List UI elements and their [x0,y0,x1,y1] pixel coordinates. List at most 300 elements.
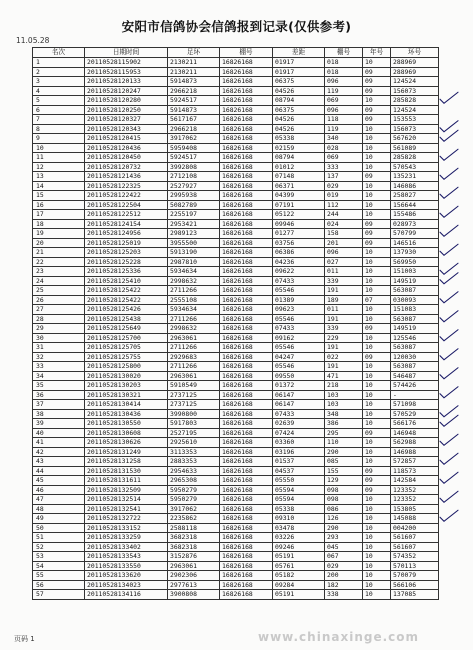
cell-rank: 56 [33,580,85,590]
cell-gap: 09622 [273,267,325,277]
cell-rank: 31 [33,343,85,353]
cell-loft: 16826168 [220,324,273,334]
table-row [33,305,439,315]
cell-loft-no: 155 [325,466,363,476]
cell-year: 10 [363,552,391,562]
cell-year: 10 [363,457,391,467]
cell-ring-no: 155486 [391,210,439,220]
cell-ring: 2953421 [168,219,220,229]
cell-ring: 5082789 [168,200,220,210]
cell-gap: 07424 [273,428,325,438]
cell-gap: 03226 [273,533,325,543]
cell-ring: 5917803 [168,419,220,429]
cell-loft-no: 201 [325,238,363,248]
cell-gap: 07433 [273,324,325,334]
cell-ring: 3917062 [168,134,220,144]
cell-loft: 16826168 [220,276,273,286]
cell-rank: 20 [33,238,85,248]
cell-datetime: 20110528120250 [85,105,168,115]
cell-gap: 09623 [273,305,325,315]
cell-year: 10 [363,447,391,457]
cell-datetime: 20110528120732 [85,162,168,172]
table-row [33,495,439,505]
cell-ring-no: 571098 [391,400,439,410]
cell-loft: 16826168 [220,438,273,448]
cell-ring-no: 156644 [391,200,439,210]
cell-loft-no: 096 [325,248,363,258]
cell-ring: 3113353 [168,447,220,457]
cell-loft: 16826168 [220,96,273,106]
cell-datetime: 20110528131258 [85,457,168,467]
cell-loft-no: 110 [325,438,363,448]
cell-year: 10 [363,514,391,524]
check-mark [440,273,458,284]
cell-rank: 44 [33,466,85,476]
cell-ring-no: 118573 [391,466,439,476]
header-ring: 足环 [168,48,220,58]
table-row [33,58,439,68]
cell-gap: 09550 [273,371,325,381]
document-title: 安阳市信鸽协会信鸽报到记录(仅供参考) [121,19,352,34]
cell-loft-no: 029 [325,181,363,191]
document-date: 11.05.28 [16,36,50,45]
cell-year: 10 [363,343,391,353]
table-row [33,466,439,476]
cell-loft-no: 348 [325,409,363,419]
cell-loft: 16826168 [220,533,273,543]
cell-datetime: 20110528133543 [85,552,168,562]
cell-ring: 2883353 [168,457,220,467]
cell-year: 10 [363,362,391,372]
table-row [33,533,439,543]
cell-gap: 06371 [273,181,325,191]
cell-datetime: 20110528125649 [85,324,168,334]
table-row [33,476,439,486]
cell-ring: 2711266 [168,343,220,353]
table-row [33,552,439,562]
cell-loft: 16826168 [220,457,273,467]
cell-gap: 07433 [273,409,325,419]
cell-gap: 01277 [273,229,325,239]
cell-ring: 2965308 [168,476,220,486]
check-mark [440,311,458,322]
table-row [33,381,439,391]
cell-loft: 16826168 [220,476,273,486]
cell-gap: 06147 [273,400,325,410]
cell-loft: 16826168 [220,305,273,315]
cell-loft-no: 096 [325,77,363,87]
cell-ring: 2711266 [168,362,220,372]
cell-loft: 16826168 [220,143,273,153]
cell-year: 09 [363,77,391,87]
cell-loft: 16826168 [220,590,273,600]
cell-loft-no: 024 [325,219,363,229]
cell-ring-no: 570799 [391,229,439,239]
cell-loft-no: 338 [325,590,363,600]
cell-gap: 03196 [273,447,325,457]
cell-ring: 2527927 [168,181,220,191]
cell-loft-no: 119 [325,86,363,96]
table-row [33,419,439,429]
cell-loft: 16826168 [220,523,273,533]
cell-year: 10 [363,257,391,267]
cell-gap: 03478 [273,523,325,533]
check-mark [440,453,458,464]
cell-datetime: 20110528115953 [85,67,168,77]
cell-loft: 16826168 [220,314,273,324]
check-mark [440,92,458,103]
cell-ring-no: 288969 [391,67,439,77]
cell-datetime: 20110528134116 [85,590,168,600]
cell-year: 10 [363,210,391,220]
check-mark [440,263,458,274]
cell-year: 10 [363,124,391,134]
cell-ring: 2963061 [168,371,220,381]
cell-year: 09 [363,324,391,334]
cell-year: 10 [363,200,391,210]
cell-loft: 16826168 [220,286,273,296]
cell-year: 10 [363,181,391,191]
cell-datetime: 20110528120133 [85,77,168,87]
cell-ring-no: 120030 [391,352,439,362]
cell-year: 10 [363,590,391,600]
cell-datetime: 20110528120343 [85,124,168,134]
cell-ring: 5959408 [168,143,220,153]
cell-rank: 55 [33,571,85,581]
table-row [33,229,439,239]
cell-loft: 16826168 [220,229,273,239]
cell-year: 09 [363,485,391,495]
cell-year: 10 [363,495,391,505]
cell-ring: 2588118 [168,523,220,533]
cell-gap: 01389 [273,295,325,305]
cell-ring: 3917062 [168,504,220,514]
cell-ring: 2998632 [168,276,220,286]
cell-year: 10 [363,96,391,106]
cell-ring-no: 156073 [391,86,439,96]
table-row [33,485,439,495]
cell-loft-no: 069 [325,153,363,163]
cell-rank: 35 [33,381,85,391]
cell-rank: 51 [33,533,85,543]
cell-datetime: 20110528130550 [85,419,168,429]
cell-loft-no: 158 [325,229,363,239]
cell-ring: 5924517 [168,96,220,106]
cell-ring-no: 258027 [391,191,439,201]
table-row [33,438,439,448]
cell-ring: 2963061 [168,333,220,343]
cell-rank: 49 [33,514,85,524]
cell-gap: 09284 [273,580,325,590]
watermark: www.chinaxinge.com [258,630,420,644]
cell-ring: 5950279 [168,485,220,495]
table-row [33,143,439,153]
cell-rank: 1 [33,58,85,68]
cell-loft: 16826168 [220,333,273,343]
table-row [33,333,439,343]
cell-rank: 47 [33,495,85,505]
cell-loft: 16826168 [220,343,273,353]
cell-loft-no: 011 [325,305,363,315]
cell-year: 10 [363,400,391,410]
cell-loft: 16826168 [220,153,273,163]
cell-rank: 7 [33,115,85,125]
cell-ring-no: 124524 [391,77,439,87]
cell-rank: 45 [33,476,85,486]
cell-ring-no: 570113 [391,561,439,571]
check-mark [440,149,458,160]
cell-gap: 03360 [273,438,325,448]
cell-datetime: 20110528131611 [85,476,168,486]
cell-rank: 2 [33,67,85,77]
cell-rank: 19 [33,229,85,239]
table-row [33,580,439,590]
cell-ring: 2130211 [168,58,220,68]
cell-loft: 16826168 [220,362,273,372]
cell-datetime: 20110528125800 [85,362,168,372]
cell-year: 10 [363,542,391,552]
cell-ring: 5913190 [168,248,220,258]
table-row [33,542,439,552]
check-mark [440,206,458,217]
cell-loft-no: 119 [325,124,363,134]
table-row [33,67,439,77]
table-row [33,181,439,191]
cell-ring: 2954633 [168,466,220,476]
cell-datetime: 20110528122422 [85,191,168,201]
check-mark [440,330,458,341]
table-row [33,362,439,372]
cell-rank: 34 [33,371,85,381]
cell-datetime: 20110528133259 [85,533,168,543]
arrival-record-table [32,47,439,600]
cell-rank: 29 [33,324,85,334]
cell-datetime: 20110528125438 [85,314,168,324]
cell-ring: 5617167 [168,115,220,125]
cell-ring-no: 570543 [391,162,439,172]
cell-year: 10 [363,419,391,429]
cell-datetime: 20110528125705 [85,343,168,353]
cell-datetime: 20110528115902 [85,58,168,68]
cell-loft-no: 103 [325,400,363,410]
cell-datetime: 20110528130020 [85,371,168,381]
cell-loft-no: 022 [325,352,363,362]
table-row [33,314,439,324]
cell-gap: 03756 [273,238,325,248]
cell-ring-no: 124524 [391,105,439,115]
cell-datetime: 20110528125700 [85,333,168,343]
cell-datetime: 20110528120436 [85,143,168,153]
table-row [33,200,439,210]
cell-ring-no: 146086 [391,181,439,191]
cell-loft: 16826168 [220,172,273,182]
table-row [33,134,439,144]
cell-ring-no: 566176 [391,419,439,429]
cell-gap: 09246 [273,542,325,552]
cell-year: 09 [363,172,391,182]
cell-rank: 4 [33,86,85,96]
cell-ring-no: 149519 [391,324,439,334]
cell-loft-no: 118 [325,115,363,125]
table-row [33,371,439,381]
cell-year: 09 [363,352,391,362]
header-loft-no: 棚号 [325,48,363,58]
cell-rank: 30 [33,333,85,343]
cell-ring-no: 288969 [391,58,439,68]
cell-rank: 40 [33,428,85,438]
cell-year: 10 [363,286,391,296]
table-row [33,523,439,533]
cell-gap: 01917 [273,58,325,68]
cell-datetime: 20110528125203 [85,248,168,258]
cell-loft: 16826168 [220,86,273,96]
cell-loft-no: 191 [325,362,363,372]
cell-ring: 3955500 [168,238,220,248]
table-row [33,514,439,524]
table-row [33,561,439,571]
cell-datetime: 20110528133152 [85,523,168,533]
cell-ring-no: 151003 [391,267,439,277]
header-loft: 棚号 [220,48,273,58]
cell-ring: 5914873 [168,105,220,115]
cell-loft: 16826168 [220,124,273,134]
cell-ring-no: 137930 [391,248,439,258]
cell-ring-no: 563087 [391,286,439,296]
cell-datetime: 20110528130608 [85,428,168,438]
cell-ring: 3152876 [168,552,220,562]
cell-rank: 8 [33,124,85,134]
cell-rank: 42 [33,447,85,457]
cell-year: 10 [363,305,391,315]
cell-ring: 2255197 [168,210,220,220]
cell-datetime: 20110528133620 [85,571,168,581]
cell-gap: 01012 [273,162,325,172]
cell-ring: 5914873 [168,77,220,87]
table-row [33,352,439,362]
cell-loft: 16826168 [220,466,273,476]
cell-ring-no: - [391,390,439,400]
table-row [33,124,439,134]
cell-loft: 16826168 [220,485,273,495]
cell-rank: 10 [33,143,85,153]
cell-ring-no: 574352 [391,552,439,562]
cell-gap: 04526 [273,124,325,134]
cell-ring: 2711266 [168,286,220,296]
cell-loft: 16826168 [220,580,273,590]
cell-year: 09 [363,229,391,239]
cell-ring-no: 146516 [391,238,439,248]
cell-year: 09 [363,238,391,248]
cell-datetime: 20110528120247 [85,86,168,96]
cell-year: 10 [363,333,391,343]
cell-rank: 11 [33,153,85,163]
cell-loft: 16826168 [220,409,273,419]
cell-rank: 54 [33,561,85,571]
cell-ring: 2902306 [168,571,220,581]
cell-gap: 05338 [273,504,325,514]
table-row [33,571,439,581]
cell-loft-no: 471 [325,371,363,381]
cell-loft-no: 340 [325,134,363,144]
table-row [33,248,439,258]
cell-ring: 2989123 [168,229,220,239]
cell-ring-no: 004200 [391,523,439,533]
header-ring-no: 环号 [391,48,439,58]
cell-loft: 16826168 [220,447,273,457]
table-row [33,210,439,220]
cell-ring: 2925610 [168,438,220,448]
cell-loft: 16826168 [220,238,273,248]
cell-loft: 16826168 [220,400,273,410]
cell-gap: 01917 [273,67,325,77]
check-mark [440,292,458,303]
cell-year: 10 [363,143,391,153]
cell-ring: 2130211 [168,67,220,77]
cell-loft-no: 191 [325,343,363,353]
check-mark [440,225,458,236]
cell-loft: 16826168 [220,371,273,381]
cell-loft: 16826168 [220,67,273,77]
cell-loft-no: 182 [325,580,363,590]
table-row [33,390,439,400]
cell-year: 10 [363,153,391,163]
cell-year: 10 [363,504,391,514]
cell-loft: 16826168 [220,162,273,172]
table-row [33,400,439,410]
cell-datetime: 20110528132514 [85,495,168,505]
cell-gap: 01537 [273,457,325,467]
cell-ring-no: 153805 [391,504,439,514]
cell-rank: 21 [33,248,85,258]
table-row [33,86,439,96]
header-gap: 差距 [273,48,325,58]
cell-loft-no: 018 [325,67,363,77]
cell-ring-no: 135231 [391,172,439,182]
cell-datetime: 20110528132541 [85,504,168,514]
cell-ring: 2977613 [168,580,220,590]
cell-loft-no: 290 [325,523,363,533]
cell-rank: 15 [33,191,85,201]
cell-loft: 16826168 [220,267,273,277]
cell-ring-no: 563087 [391,362,439,372]
cell-rank: 22 [33,257,85,267]
cell-gap: 08794 [273,153,325,163]
table-row [33,457,439,467]
cell-loft-no: 028 [325,143,363,153]
cell-year: 10 [363,267,391,277]
cell-loft: 16826168 [220,504,273,514]
cell-ring-no: 561607 [391,533,439,543]
cell-loft: 16826168 [220,428,273,438]
cell-gap: 07191 [273,200,325,210]
cell-loft-no: 019 [325,191,363,201]
cell-ring-no: 572857 [391,457,439,467]
cell-datetime: 20110528125228 [85,257,168,267]
cell-datetime: 20110528122325 [85,181,168,191]
cell-ring: 2995938 [168,191,220,201]
cell-datetime: 20110528125755 [85,352,168,362]
cell-rank: 38 [33,409,85,419]
cell-datetime: 20110528125019 [85,238,168,248]
cell-year: 10 [363,58,391,68]
cell-year: 09 [363,115,391,125]
cell-loft: 16826168 [220,295,273,305]
cell-ring: 2987810 [168,257,220,267]
cell-year: 10 [363,571,391,581]
cell-ring-no: 028973 [391,219,439,229]
cell-datetime: 20110528125422 [85,295,168,305]
cell-year: 10 [363,390,391,400]
